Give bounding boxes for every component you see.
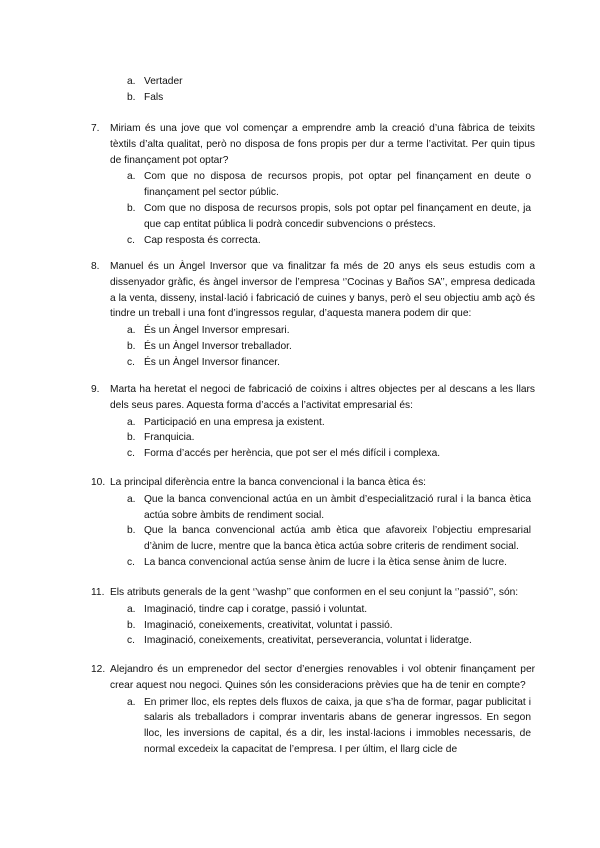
question-text: Marta ha heretat el negoci de fabricació de coixins i altres objectes per al descans a les llars dels seus pares. Aquesta forma d’accés a l’activitat empresarial és: [110, 384, 535, 411]
option-text: Cap resposta és correcta. [144, 234, 261, 246]
option-item [91, 633, 535, 649]
option-text: Imaginació, coneixements, creativitat, voluntat i passió. [144, 619, 393, 631]
question-11 [91, 585, 535, 649]
option-item [91, 74, 535, 90]
question-8 [91, 259, 535, 371]
option-letter: c. [127, 556, 135, 568]
option-text: Que la banca convencional actúa amb ètica que afavoreix l’objectiu empresarial d’ànim de lucre, mentre que la banca ètica actúa sobre criteris de rendiment social. [144, 525, 531, 553]
option-text: Imaginació, coneixements, creativitat, perseverancia, voluntat i lideratge. [144, 635, 472, 647]
option-item [91, 555, 535, 571]
option-text: Vertader [144, 76, 183, 87]
option-item [91, 169, 535, 201]
option-text: Com que no disposa de recursos propis, sols pot optar pel finançament en deute, ja que cap entitat pública li podrà concedir subvencions o préstecs. [144, 202, 531, 230]
option-item [91, 695, 535, 758]
option-text: Que la banca convencional actúa en un àmbit d’especialització rural i la banca ètica actúa sobre àmbits de rendiment social. [144, 493, 531, 521]
question-text: Els atributs generals de la gent ‘’washp’’ que conformen en el seu conjunt la ‘’passió’’, són: [110, 587, 519, 598]
option-item [91, 415, 535, 431]
option-letter: a. [127, 603, 136, 615]
option-text: És un Àngel Inversor financer. [144, 356, 280, 368]
question-number: 11. [91, 587, 105, 598]
option-letter: a. [127, 493, 136, 505]
question-10 [91, 475, 535, 571]
option-item [91, 602, 535, 618]
option-item [91, 233, 535, 249]
question-text: Manuel és un Àngel Inversor que va finalitzar fa més de 20 anys els seus estudis com a dissenyador gràfic, és àngel inversor de l’empresa ‘’Cocinas y Baños SA’’, empresa dedicada a la venta, disseny, instal·lació i fabricació de cuines y banys, però el seu objectiu amb açò és tindre un treball i una font d’ingressos regular, d’aquesta manera podem dir que: [110, 261, 535, 320]
question-number: 9. [91, 384, 100, 395]
option-text: És un Àngel Inversor empresari. [144, 325, 290, 337]
option-item [91, 446, 535, 462]
question-number: 10. [91, 477, 106, 488]
option-item [91, 201, 535, 233]
option-letter: b. [127, 525, 136, 537]
previous-question-options [91, 74, 535, 106]
question-number: 12. [91, 664, 106, 675]
option-letter: c. [127, 635, 135, 647]
option-letter: c. [127, 448, 135, 460]
question-9 [91, 382, 535, 462]
question-7 [91, 121, 535, 248]
question-number: 7. [91, 123, 100, 134]
option-text: Com que no disposa de recursos propis, pot optar pel finançament en deute o finançament pel sector públic. [144, 171, 531, 199]
option-letter: a. [127, 171, 136, 183]
option-letter: c. [127, 234, 135, 246]
question-text: Alejandro és un emprenedor del sector d’energies renovables i vol obtenir finançament per crear aquest nou negoci. Quines són les consideracions prèvies que ha de tenir en compte? [110, 664, 535, 691]
option-item [91, 355, 535, 371]
option-item [91, 430, 535, 446]
option-letter: a. [127, 696, 136, 708]
option-item [91, 523, 535, 555]
option-text: En primer lloc, els reptes dels fluxos de caixa, ja que s’ha de formar, pagar publicitat i salaris als treballadors i comprar inventaris abans de generar ingressos. En segon lloc, les inversions de capital, és a dir, les instal·lacions i immobles necessaris, de normal excedeix la capacitat de l’empresa. I per últim, el llarg cicle de [144, 696, 531, 755]
option-item [91, 492, 535, 524]
option-letter: b. [127, 340, 136, 352]
option-text: Forma d’accés per herència, que pot ser el més difícil i complexa. [144, 448, 441, 460]
option-item [91, 323, 535, 339]
option-text: Participació en una empresa ja existent. [144, 416, 325, 428]
option-text: És un Àngel Inversor treballador. [144, 340, 292, 352]
question-text: La principal diferència entre la banca convencional i la banca ètica és: [110, 477, 427, 488]
question-text: Miriam és una jove que vol començar a emprendre amb la creació d’una fàbrica de teixits tèxtils d’alta qualitat, però no disposa de fons propis per dur a terme l’activitat. Per quin tipus de finançament pot optar? [110, 123, 535, 166]
option-letter: a. [127, 76, 136, 87]
option-letter: b. [127, 91, 136, 103]
option-item [91, 618, 535, 634]
option-letter: a. [127, 325, 136, 337]
question-number: 8. [91, 261, 100, 272]
option-letter: c. [127, 356, 135, 368]
option-text: Fals [144, 91, 164, 103]
option-text: Franquicia. [144, 432, 195, 444]
option-item [91, 90, 535, 106]
option-letter: a. [127, 416, 136, 428]
option-letter: b. [127, 432, 136, 444]
option-text: Imaginació, tindre cap i coratge, passió i voluntat. [144, 603, 368, 615]
option-item [91, 339, 535, 355]
question-12 [91, 662, 535, 758]
option-letter: b. [127, 202, 136, 214]
option-letter: b. [127, 619, 136, 631]
option-text: La banca convencional actúa sense ànim de lucre i la ètica sense ànim de lucre. [144, 556, 508, 568]
